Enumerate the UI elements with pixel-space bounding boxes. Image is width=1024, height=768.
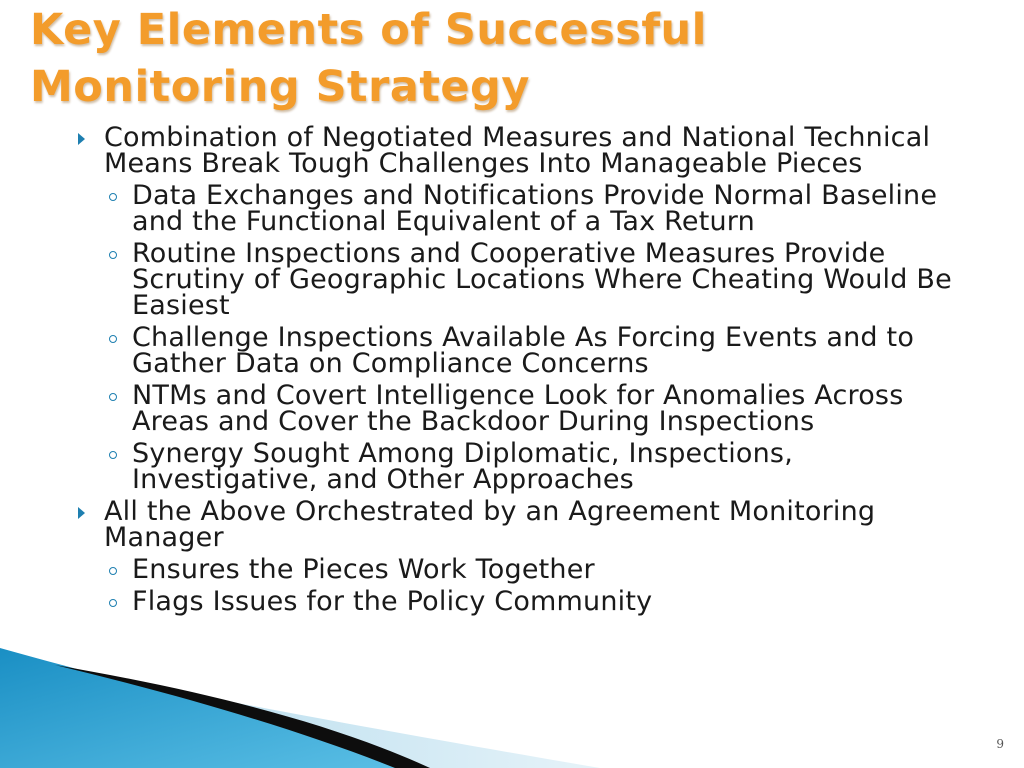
sub-bullet-text: Synergy Sought Among Diplomatic, Inspections, Investigative, and Other Approaches: [132, 438, 793, 495]
title-line-2: Monitoring Strategy: [30, 62, 530, 112]
sub-bullet-item: [74, 180, 974, 237]
bullet-text: Combination of Negotiated Measures and National Technical Means Break Tough Challenges Into Manageable Pieces: [104, 122, 931, 179]
title-line-1: Key Elements of Successful: [30, 5, 707, 55]
sub-bullet-item: [74, 554, 974, 585]
triangle-bullet-icon: [78, 507, 85, 519]
sub-bullet-text: NTMs and Covert Intelligence Look for Anomalies Across Areas and Cover the Backdoor During Inspections: [132, 380, 904, 437]
circle-bullet-icon: [109, 393, 117, 401]
circle-bullet-icon: [109, 599, 117, 607]
circle-bullet-icon: [109, 193, 117, 201]
bullet-item: [74, 122, 974, 179]
sub-bullet-text: Flags Issues for the Policy Community: [132, 586, 653, 617]
sub-bullet-text: Routine Inspections and Cooperative Measures Provide Scrutiny of Geographic Locations Where Cheating Would Be Easiest: [132, 238, 952, 321]
circle-bullet-icon: [109, 251, 117, 259]
circle-bullet-icon: [109, 567, 117, 575]
slide-title: [30, 2, 930, 116]
bullet-text: All the Above Orchestrated by an Agreement Monitoring Manager: [104, 496, 876, 553]
bullet-item: [74, 496, 974, 553]
sub-bullet-item: [74, 438, 974, 495]
sub-bullet-text: Data Exchanges and Notifications Provide Normal Baseline and the Functional Equivalent of a Tax Return: [132, 180, 938, 237]
circle-bullet-icon: [109, 335, 117, 343]
sub-bullet-item: [74, 322, 974, 379]
sub-bullet-item: [74, 238, 974, 321]
bullet-list: [74, 122, 974, 617]
sub-bullet-text: Challenge Inspections Available As Forcing Events and to Gather Data on Compliance Concerns: [132, 322, 915, 379]
sub-bullet-text: Ensures the Pieces Work Together: [132, 554, 595, 585]
sub-bullet-item: [74, 586, 974, 617]
circle-bullet-icon: [109, 451, 117, 459]
triangle-bullet-icon: [78, 133, 85, 145]
sub-bullet-item: [74, 380, 974, 437]
page-number: 9: [996, 737, 1004, 751]
